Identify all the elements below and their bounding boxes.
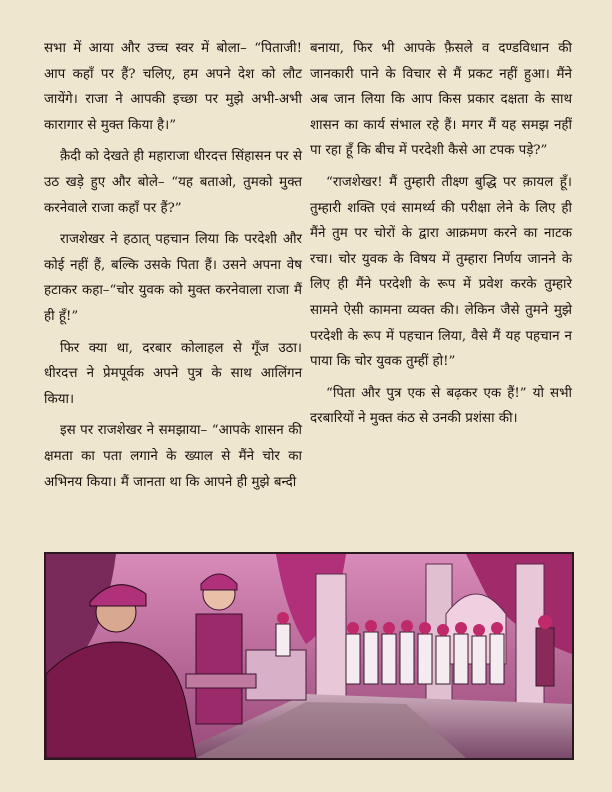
paragraph: इस पर राजशेखर ने समझाया– “आपके शासन की क्षमता का पता लगाने के ख्याल से मैंने चोर का अभिनय किया। मैं जानता था कि आपने ही मुझे बन्दी bbox=[44, 423, 302, 490]
paragraph: सभा में आया और उच्च स्वर में बोला– “पिताजी! आप कहाँ पर हैं? चलिए, हम अपने देश को लौट जायेंगे। राजा ने आपकी इच्छा पर मुझे अभी-अभी कारागार से मुक्त किया है।” bbox=[44, 41, 302, 133]
paragraph: क़ैदी को देखते ही महाराजा धीरदत्त सिंहासन पर से उठ खड़े हुए और बोले– “यह बताओ, तुमको मुक्त करनेवाले राजा कहाँ पर हैं?” bbox=[44, 149, 302, 216]
paragraph: फिर क्या था, दरबार कोलाहल से गूँज उठा। धीरदत्त ने प्रेमपूर्वक अपने पुत्र के साथ आलिंगन किया। bbox=[44, 340, 302, 407]
paragraph: बनाया, फिर भी आपके फ़ैसले व दण्डविधान की जानकारी पाने के विचार से मैं प्रकट नहीं हुआ। मैंने अब जान लिया कि आप किस प्रकार दक्षता के साथ शासन का कार्य संभाल रहे हैं। मगर मैं यह समझ नहीं पा रहा हूँ कि बीच में परदेशी कैसे आ टपक पड़े?” bbox=[310, 41, 572, 159]
right-text-column bbox=[310, 36, 572, 438]
attendant bbox=[276, 624, 290, 656]
illustration-drawing bbox=[46, 554, 572, 758]
paragraph: “पिता और पुत्र एक से बढ़कर एक हैं!” यो सभी दरबारियों ने मुक्त कंठ से उनकी प्रशंसा की। bbox=[310, 385, 572, 427]
paragraph: राजशेखर ने हठात् पहचान लिया कि परदेशी और कोई नहीं हैं, बल्कि उसके पिता हैं। उसने अपना वेष हटाकर कहा–“चोर युवक को मुक्त करनेवाला राजा मैं ही हूँ!” bbox=[44, 232, 302, 324]
attendant-head bbox=[277, 612, 289, 624]
court-scene-illustration bbox=[44, 552, 574, 760]
pillar bbox=[316, 574, 346, 714]
left-text-column bbox=[44, 36, 302, 501]
paragraph: “राजशेखर! मैं तुम्हारी तीक्ष्ण बुद्धि पर क़ायल हूँ। तुम्हारी शक्ति एवं सामर्थ्य की परीक्षा लेने के लिए ही मैंने तुम पर चोरों के द्वारा आक्रमण करने का नाटक रचा। चोर युवक के विषय में तुम्हारा निर्णय जानने के लिए ही मैंने परदेशी के रूप में प्रवेश करके तुम्हारे सामने ऐसी कामना व्यक्त की। लेकिन जैसे तुमने मुझे परदेशी के रूप में पहचान लिया, वैसे मैं यह पहचान न पाया कि चोर युवक तुम्हीं हो!” bbox=[310, 174, 572, 370]
